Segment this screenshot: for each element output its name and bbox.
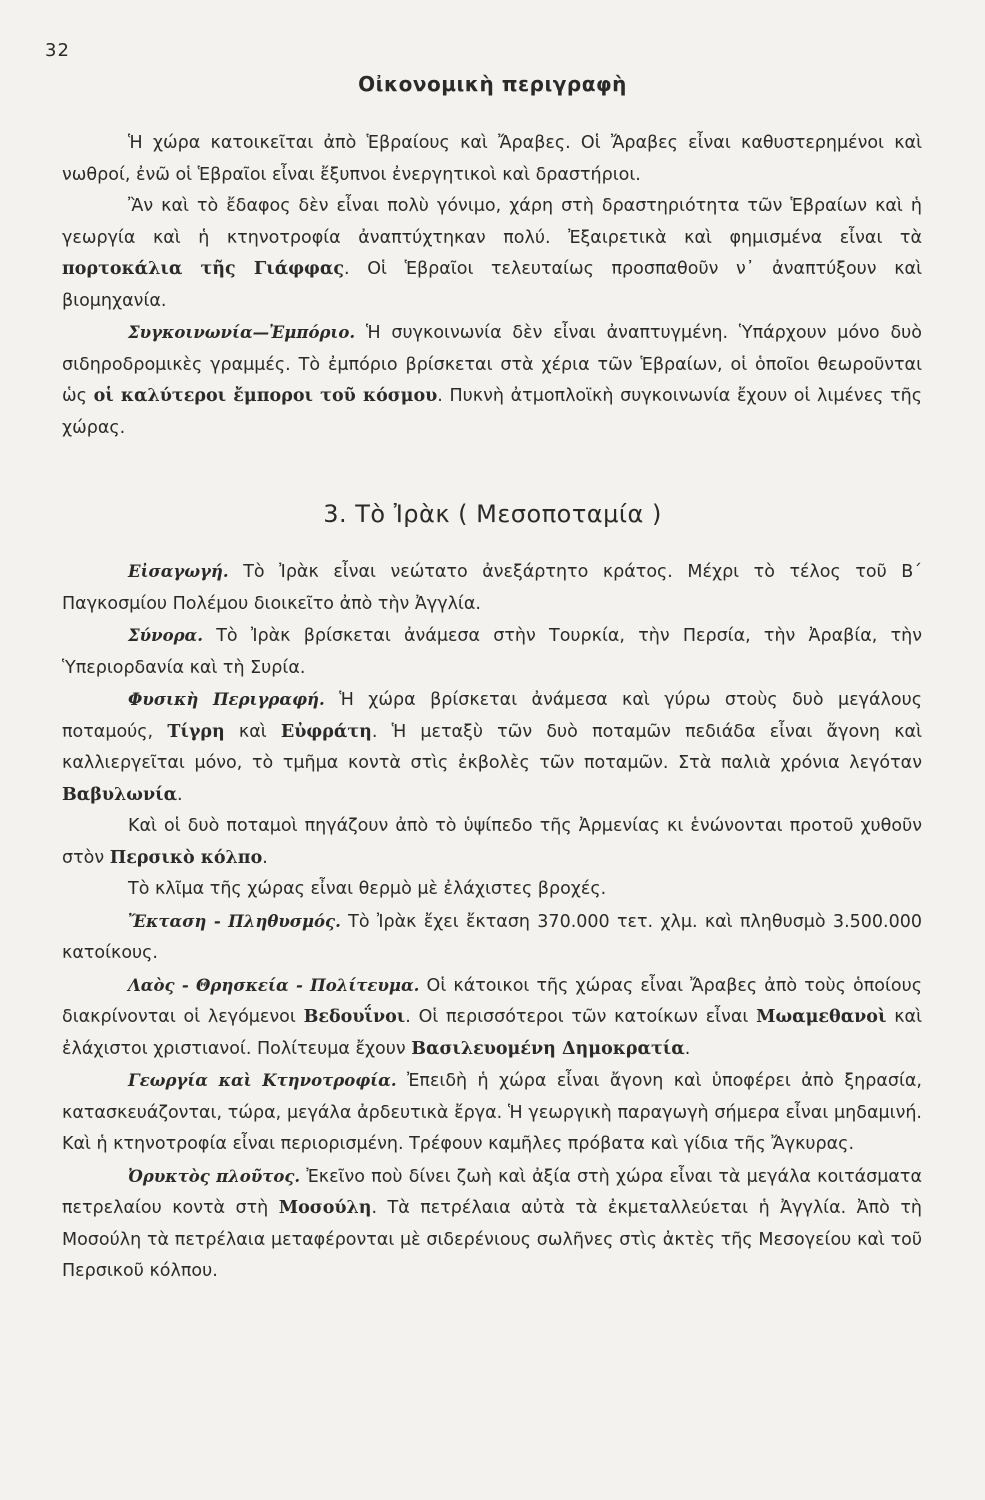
emphasis-muslims: Μωαμεθανοὶ bbox=[756, 1007, 887, 1027]
economy-section bbox=[62, 128, 922, 444]
paragraph-people-religion: Λαὸς - Θρησκεία - Πολίτευμα. Οἱ κάτοικοι τῆς χώρας εἶναι Ἄραβες ἀπὸ τοὺς ὁποίους διακρίνονται οἱ λεγόμενοι Βεδουΐνοι. Οἱ περισσότεροι τῶν κατοίκων εἶναι Μωαμεθανοὶ καὶ ἐλάχιστοι χριστιανοί. Πολίτευμα ἔχουν Βασιλευομένη Δημοκρατία. bbox=[62, 975, 922, 1059]
paragraph-agriculture: Ἂν καὶ τὸ ἔδαφος δὲν εἶναι πολὺ γόνιμο, χάρη στὴ δραστηριότητα τῶν Ἑβραίων καὶ ἡ γεωργία καὶ ἡ κτηνοτροφία ἀναπτύχτηκαν πολύ. Ἐξαιρετικὰ καὶ φημισμένα εἶναι τὰ πορτοκάλια τῆς Γιάφφας. Οἱ Ἑβραῖοι τελευταίως προσπαθοῦν ν᾽ ἀναπτύξουν καὶ βιομηχανία. bbox=[62, 196, 922, 311]
paragraph-climate: Τὸ κλῖμα τῆς χώρας εἶναι θερμὸ μὲ ἐλάχιστες βροχές. bbox=[128, 879, 607, 899]
emphasis-babylonia: Βαβυλωνία bbox=[62, 784, 178, 805]
paragraph-lead: Γεωργία καὶ Κτηνοτροφία. bbox=[128, 1071, 397, 1090]
chapter-title: 3. Τὸ Ἰρὰκ ( Μεσοποταμία ) bbox=[323, 500, 662, 528]
paragraph-borders: Σύνορα. Τὸ Ἰρὰκ βρίσκεται ἀνάμεσα στὴν Τουρκία, τὴν Περσία, τὴν Ἀραβία, τὴν Ὑπεριορδανία καὶ τὴ Συρία. bbox=[62, 626, 922, 678]
emphasis-persian-gulf: Περσικὸ κόλπο bbox=[109, 847, 263, 868]
paragraph-lead: Φυσικὴ Περιγραφή. bbox=[128, 690, 325, 709]
paragraph-lead: Συγκοινωνία—Ἐμπόριο. bbox=[128, 323, 356, 342]
paragraph-introduction: Εἰσαγωγή. Τὸ Ἰρὰκ εἶναι νεώτατο ἀνεξάρτητο κράτος. Μέχρι τὸ τέλος τοῦ Β΄ Παγκοσμίου Πολέμου διοικεῖτο ἀπὸ τὴν Ἀγγλία. bbox=[62, 562, 922, 614]
emphasis-traders: οἱ καλύτεροι ἔμποροι τοῦ κόσμου bbox=[93, 386, 438, 406]
paragraph-population: Ἡ χώρα κατοικεῖται ἀπὸ Ἑβραίους καὶ Ἄραβες. Οἱ Ἄραβες εἶναι καθυστερημένοι καὶ νωθροί, ἐνῶ οἱ Ἑβραῖοι εἶναι ἔξυπνοι ἐνεργητικοὶ καὶ δραστήριοι. bbox=[62, 133, 922, 185]
paragraph-lead: Λαὸς - Θρησκεία - Πολίτευμα. bbox=[128, 975, 420, 995]
paragraph-agriculture-livestock: Γεωργία καὶ Κτηνοτροφία. Ἐπειδὴ ἡ χώρα εἶναι ἄγονη καὶ ὑποφέρει ἀπὸ ξηρασία, κατασκευάζονται, τώρα, μεγάλα ἀρδευτικὰ ἔργα. Ἡ γεωργικὴ παραγωγὴ σήμερα εἶναι μηδαμινή. Καὶ ἡ κτηνοτροφία εἶναι περιορισμένη. Τρέφουν καμῆλες πρόβατα καὶ γίδια τῆς Ἄγκυρας. bbox=[62, 1071, 922, 1154]
emphasis-mosul: Μοσούλη bbox=[278, 1198, 372, 1218]
emphasis-euphrates: Εὐφράτη bbox=[280, 721, 372, 742]
emphasis-oranges: πορτοκάλια τῆς Γιάφφας bbox=[62, 259, 345, 279]
paragraph-lead: Εἰσαγωγή. bbox=[128, 562, 229, 581]
paragraph-physical-description: Φυσικὴ Περιγραφή. Ἡ χώρα βρίσκεται ἀνάμεσα καὶ γύρω στοὺς δυὸ μεγάλους ποταμούς, Τίγρη καὶ Εὐφράτη. Ἡ μεταξὺ τῶν δυὸ ποταμῶν πεδιάδα εἶναι ἄγονη καὶ καλλιεργεῖται μόνο, τὸ τμῆμα κοντὰ στὶς ἐκβολὲς τῶν ποταμῶν. Στὰ παλιὰ χρόνια λεγόταν Βαβυλωνία. bbox=[62, 690, 923, 805]
paragraph-area-population: Ἔκταση - Πληθυσμός. Τὸ Ἰρὰκ ἔχει ἔκταση 370.000 τετ. χλμ. καὶ πληθυσμὸ 3.500.000 κατοίκους. bbox=[62, 911, 922, 963]
page-number: 32 bbox=[45, 40, 70, 61]
emphasis-tigris: Τίγρη bbox=[167, 721, 225, 742]
iraq-section bbox=[62, 556, 922, 1288]
paragraph-lead: Ὀρυκτὸς πλοῦτος. bbox=[128, 1166, 301, 1186]
paragraph-communication-trade: Συγκοινωνία—Ἐμπόριο. Ἡ συγκοινωνία δὲν εἶναι ἀναπτυγμένη. Ὑπάρχουν μόνο δυὸ σιδηροδρομικὲς γραμμές. Τὸ ἐμπόριο βρίσκεται στὰ χέρια τῶν Ἑβραίων, οἱ ὁποῖοι θεωροῦνται ὡς οἱ καλύτεροι ἔμποροι τοῦ κόσμου. Πυκνὴ ἀτμοπλοϊκὴ συγκοινωνία ἔχουν οἱ λιμένες τῆς χώρας. bbox=[62, 323, 922, 438]
paragraph-lead: Σύνορα. bbox=[128, 626, 203, 645]
paragraph-rivers: Καὶ οἱ δυὸ ποταμοὶ πηγάζουν ἀπὸ τὸ ὑψίπεδο τῆς Ἀρμενίας κι ἑνώνονται προτοῦ χυθοῦν στὸν Περσικὸ κόλπο. bbox=[62, 816, 922, 868]
paragraph-mineral-wealth: Ὀρυκτὸς πλοῦτος. Ἐκεῖνο ποὺ δίνει ζωὴ καὶ ἀξία στὴ χώρα εἶναι τὰ μεγάλα κοιτάσματα πετρελαίου κοντὰ στὴ Μοσούλη. Τὰ πετρέλαια αὐτὰ τὰ ἐκμεταλλεύεται ἡ Ἀγγλία. Ἀπὸ τὴ Μοσούλη τὰ πετρέλαια μεταφέρονται μὲ σιδερένιους σωλῆνες στὶς ἀκτὲς τῆς Μεσογείου καὶ τοῦ Περσικοῦ κόλπου. bbox=[62, 1166, 922, 1281]
emphasis-bedouins: Βεδουΐνοι bbox=[303, 1007, 406, 1027]
emphasis-monarchy: Βασιλευομένη Δημοκρατία bbox=[411, 1038, 685, 1059]
section-heading: Οἰκονομικὴ περιγραφὴ bbox=[358, 72, 627, 96]
paragraph-lead: Ἔκταση - Πληθυσμός. bbox=[128, 911, 341, 931]
